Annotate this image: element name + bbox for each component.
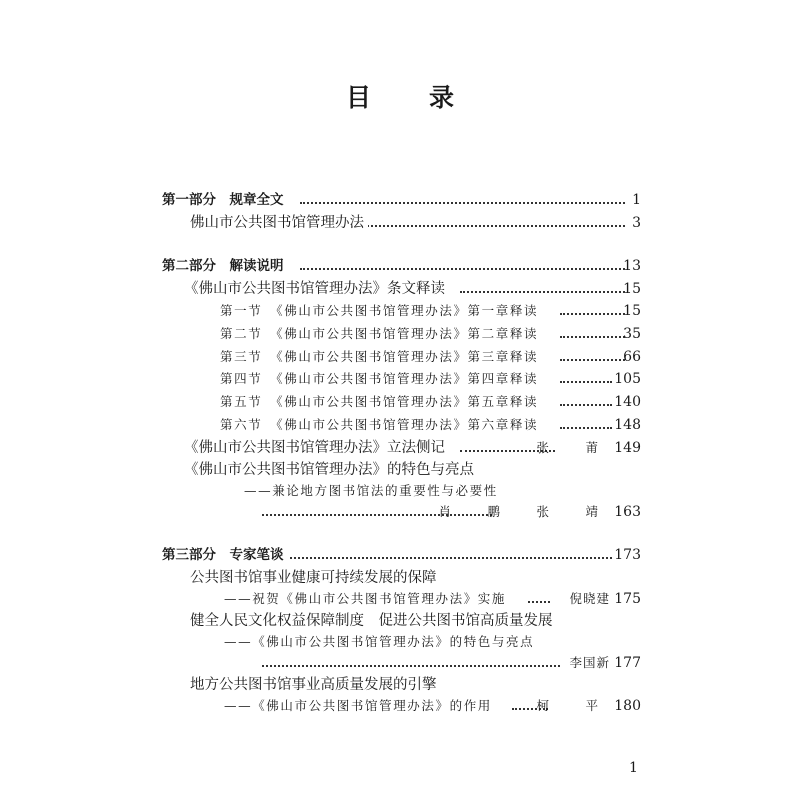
toc-page-number: 13 — [623, 258, 641, 274]
toc-entry-section-4[interactable] — [0, 367, 800, 391]
toc-label: 《佛山市公共图书馆管理办法》的特色与亮点 — [184, 458, 478, 482]
toc-page-number: 149 — [614, 440, 641, 456]
toc-label: 第五节 《佛山市公共图书馆管理办法》第五章释读 — [220, 390, 542, 414]
toc-page-number: 105 — [614, 371, 641, 387]
toc-page-number: 163 — [614, 504, 641, 520]
toc-page-number: 175 — [614, 591, 641, 607]
toc-label: 第六节 《佛山市公共图书馆管理办法》第六章释读 — [220, 413, 542, 437]
title-char-2: 录 — [429, 83, 455, 112]
toc-entry-section-2[interactable] — [0, 322, 800, 346]
footer-page-number: 1 — [629, 760, 638, 776]
toc-subtitle: ——《佛山市公共图书馆管理办法》的特色与亮点 — [224, 630, 538, 654]
toc-subtitle: ——祝贺《佛山市公共图书馆管理办法》实施 — [224, 587, 510, 611]
toc-entry-section-1[interactable] — [0, 299, 800, 323]
toc-label: 地方公共图书馆事业高质量发展的引擎 — [190, 673, 441, 697]
toc-page-number: 3 — [632, 215, 641, 231]
toc-author: 倪晓建 — [569, 591, 610, 606]
toc-label: 《佛山市公共图书馆管理办法》条文释读 — [184, 277, 449, 301]
toc-entry-section-5[interactable] — [0, 390, 800, 414]
toc-entry-regulation[interactable] — [0, 211, 800, 235]
page-title — [0, 78, 800, 114]
toc-page-number: 140 — [614, 394, 641, 410]
toc-author: 张 莆 — [536, 440, 610, 455]
toc-page-number: 35 — [623, 326, 641, 342]
toc-entry-section-6[interactable] — [0, 413, 800, 437]
toc-page-number: 177 — [614, 655, 641, 671]
toc-page-number: 1 — [632, 192, 641, 208]
toc-label: 第四节 《佛山市公共图书馆管理办法》第四章释读 — [220, 367, 542, 391]
toc-entry-features-author-line[interactable] — [0, 500, 800, 524]
toc-entry-part-2[interactable] — [0, 254, 800, 278]
toc-label: 第二部分 解读说明 — [162, 254, 288, 278]
toc-entry-section-3[interactable] — [0, 345, 800, 369]
toc-entry-part-1[interactable] — [0, 188, 800, 212]
toc-label: 公共图书馆事业健康可持续发展的保障 — [190, 566, 441, 590]
toc-label: 第二节 《佛山市公共图书馆管理办法》第二章释读 — [220, 322, 542, 346]
toc-page-number: 15 — [623, 281, 641, 297]
toc-entry-legislation-notes[interactable] — [0, 436, 800, 460]
toc-label: 佛山市公共图书馆管理办法 — [190, 211, 368, 235]
toc-subtitle: ——兼论地方图书馆法的重要性与必要性 — [244, 479, 502, 503]
toc-entry-engine-subtitle[interactable] — [0, 694, 800, 718]
toc-label: 第一部分 规章全文 — [162, 188, 288, 212]
toc-page-number: 180 — [614, 698, 641, 714]
title-char-1: 目 — [345, 83, 371, 112]
toc-author: 李国新 — [569, 655, 610, 670]
toc-entry-article-interpretation[interactable] — [0, 277, 800, 301]
toc-label: 第三节 《佛山市公共图书馆管理办法》第三章释读 — [220, 345, 542, 369]
toc-label: 第三部分 专家笔谈 — [162, 543, 288, 567]
toc-author: 肖 鹏 张 靖 — [438, 504, 610, 519]
toc-label: 健全人民文化权益保障制度 促进公共图书馆高质量发展 — [190, 609, 557, 633]
toc-page-number: 148 — [614, 417, 641, 433]
toc-entry-sustainable-subtitle[interactable] — [0, 587, 800, 611]
toc-entry-part-3[interactable] — [0, 543, 800, 567]
toc-entry-cultural-rights-author-line[interactable] — [0, 651, 800, 675]
toc-page-number: 66 — [623, 349, 641, 365]
toc-page-number: 15 — [623, 303, 641, 319]
toc-label: 第一节 《佛山市公共图书馆管理办法》第一章释读 — [220, 299, 542, 323]
toc-page-number: 173 — [614, 547, 641, 563]
toc-label: 《佛山市公共图书馆管理办法》立法侧记 — [184, 436, 449, 460]
toc-author: 柯 平 — [536, 698, 610, 713]
toc-subtitle: ——《佛山市公共图书馆管理办法》的作用 — [224, 694, 496, 718]
